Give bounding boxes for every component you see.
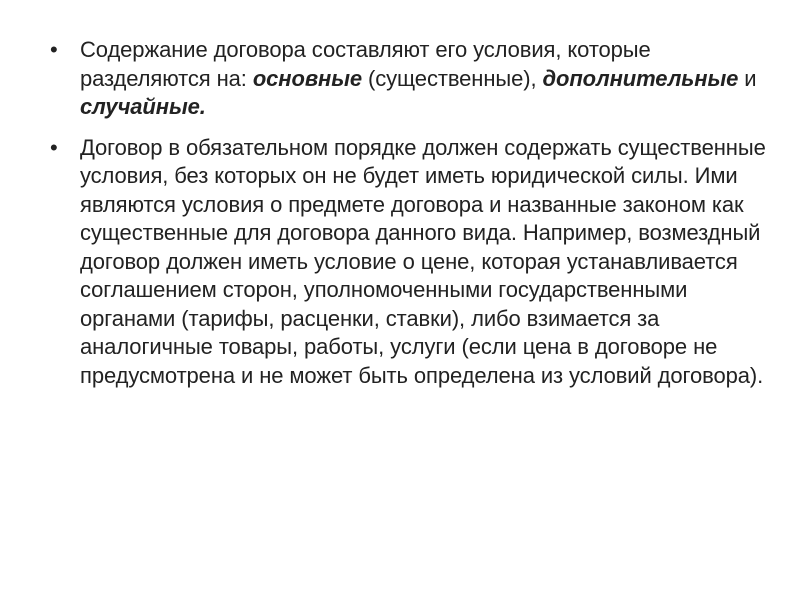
bullet-item-essential-conditions	[48, 134, 768, 391]
bullet-text-lead: Содержание договора составляют его условия, которые разделяются на:	[80, 37, 651, 91]
bullet-text: Договор в обязательном порядке должен содержать существенные условия, без которых он не будет иметь юридической силы. Ими являются условия о предмете договора и названные законом как существенные для договора данного вида. Например, возмездный договор должен иметь условие о цене, которая устанавливается соглашением сторон, уполномоченными государственными органами (тарифы, расценки, ставки), либо взимается за аналогичные товары, работы, услуги (если цена в договоре не предусмотрена и не может быть определена из условий договора).	[80, 134, 766, 388]
term-additional: дополнительные	[542, 65, 739, 91]
term-essential: основные	[252, 65, 363, 91]
bullet-item-contract-terms	[48, 36, 768, 122]
slide-content	[48, 36, 768, 390]
bullet-list	[48, 36, 768, 390]
bullet-text-mid2: и	[738, 65, 757, 91]
bullet-text-mid1: (существенные),	[362, 65, 543, 91]
bullet-icon: •	[50, 134, 58, 160]
term-incidental: случайные.	[80, 94, 206, 119]
bullet-icon: •	[50, 37, 58, 62]
